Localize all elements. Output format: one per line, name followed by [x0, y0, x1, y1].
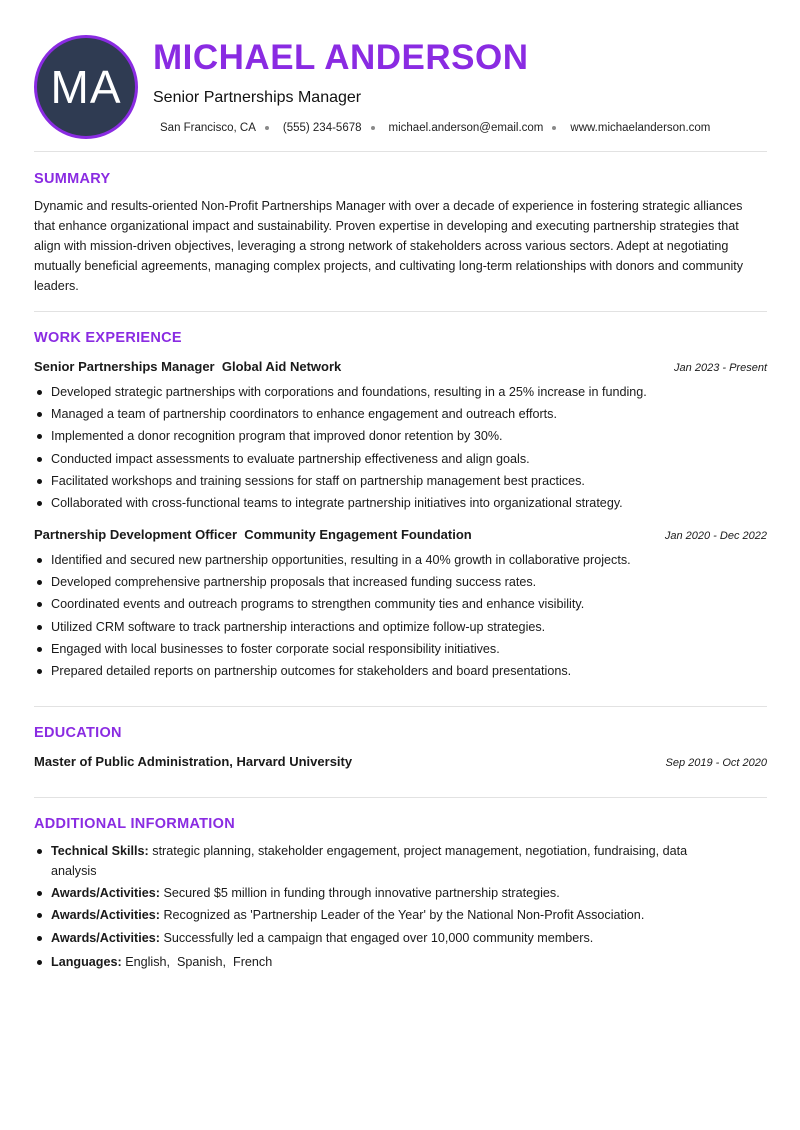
education-heading: EDUCATION [34, 725, 122, 741]
education-entry [34, 753, 767, 772]
job-company: Community Engagement Foundation [244, 527, 472, 542]
list-item: Engaged with local businesses to foster corporate social responsibility initiatives. [34, 638, 767, 660]
job-dates: Jan 2023 - Present [674, 362, 767, 374]
avatar-initials: MA [50, 61, 122, 113]
job-company: Global Aid Network [221, 359, 342, 374]
list-item: Managed a team of partnership coordinators to enhance engagement and outreach efforts. [34, 403, 767, 425]
list-item: Collaborated with cross-functional teams to integrate partnership initiatives into organizational strategy. [34, 492, 767, 514]
item-text: strategic planning, stakeholder engagement, project management, negotiation, fundraising, data analysis [51, 844, 688, 878]
item-text: Successfully led a campaign that engaged over 10,000 community members. [163, 930, 594, 945]
list-item: Conducted impact assessments to evaluate partnership effectiveness and align goals. [34, 448, 767, 470]
education-degree: Master of Public Administration, Harvard University [34, 754, 353, 769]
job-role: Partnership Development Officer [34, 527, 237, 542]
contact-phone: (555) 234-5678 [282, 122, 362, 134]
item-text: Recognized as 'Partnership Leader of the Year' by the National Non-Profit Association. [163, 908, 645, 923]
contact-email[interactable]: michael.anderson@email.com [388, 122, 544, 134]
contact-website[interactable]: www.michaelanderson.com [570, 122, 711, 134]
list-item: Implemented a donor recognition program that improved donor retention by 30%. [34, 425, 767, 447]
summary-heading: SUMMARY [34, 171, 111, 187]
divider [34, 797, 767, 798]
candidate-title: Senior Partnerships Manager [153, 89, 362, 106]
candidate-name: MICHAEL ANDERSON [153, 38, 529, 77]
list-item [34, 928, 734, 948]
separator-dot-icon [371, 126, 375, 130]
divider [34, 311, 767, 312]
job-dates: Jan 2020 - Dec 2022 [664, 530, 767, 542]
education-dates: Sep 2019 - Oct 2020 [665, 757, 767, 769]
list-item: Prepared detailed reports on partnership outcomes for stakeholders and board presentations. [34, 660, 767, 682]
separator-dot-icon [265, 126, 269, 130]
avatar [34, 35, 138, 139]
additional-info-heading: ADDITIONAL INFORMATION [34, 816, 235, 832]
separator-dot-icon [552, 126, 556, 130]
job-role: Senior Partnerships Manager [34, 359, 215, 374]
additional-info-list [34, 841, 734, 974]
item-label: Technical Skills: [51, 844, 149, 858]
list-item [34, 883, 734, 903]
item-label: Awards/Activities: [51, 930, 160, 945]
list-item: Utilized CRM software to track partnership interactions and optimize follow-up strategies. [34, 616, 767, 638]
list-item: Developed strategic partnerships with corporations and foundations, resulting in a 25% increase in funding. [34, 381, 767, 403]
list-item: Facilitated workshops and training sessions for staff on partnership management best practices. [34, 470, 767, 492]
list-item: Coordinated events and outreach programs to strengthen community ties and enhance visibility. [34, 593, 767, 615]
divider [34, 706, 767, 707]
item-label: Awards/Activities: [51, 908, 160, 923]
divider [34, 151, 767, 152]
job-bullets [34, 549, 767, 682]
job-bullets [34, 381, 767, 514]
contact-location: San Francisco, CA [160, 122, 256, 134]
job-role-company [34, 526, 472, 543]
contact-line [160, 120, 710, 136]
list-item [34, 841, 734, 881]
summary-text: Dynamic and results-oriented Non-Profit Partnerships Manager with over a decade of experience in fostering strategic alliances that enhance organizational impact and sustainability. Proven expertise in developing and executing partnership strategies that align with mission-driven objectives, leveraging a strong network of stakeholders across various sectors. Adept at negotiating mutually beneficial agreements, managing complex projects, and cultivating long-term relationships with donors and community leaders. [34, 199, 744, 293]
list-item: Identified and secured new partnership opportunities, resulting in a 40% growth in collaborative projects. [34, 549, 767, 571]
job-header [34, 358, 767, 377]
job-header [34, 526, 767, 545]
list-item: Developed comprehensive partnership proposals that increased funding success rates. [34, 571, 767, 593]
item-label: Languages: [51, 954, 122, 969]
list-item [34, 952, 734, 972]
work-experience-heading: WORK EXPERIENCE [34, 330, 182, 346]
item-text: English, Spanish, French [125, 954, 273, 969]
item-label: Awards/Activities: [51, 886, 160, 901]
job-role-company [34, 358, 341, 375]
list-item [34, 905, 734, 925]
item-text: Secured $5 million in funding through innovative partnership strategies. [163, 886, 560, 901]
